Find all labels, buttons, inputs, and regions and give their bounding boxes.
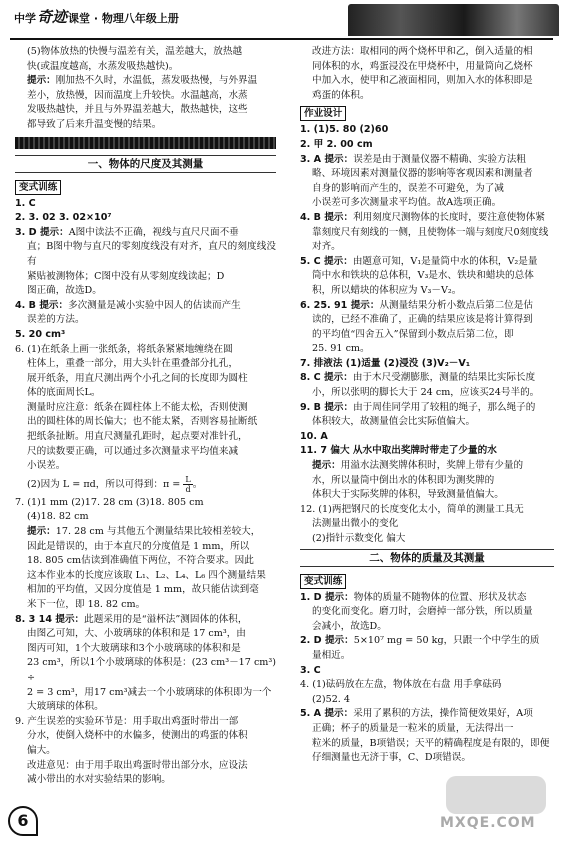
text-line: 略、环境因素对测量仪器的影响等客观因素和测量者 — [312, 168, 533, 180]
answer-line: 2. 甲 2. 00 cm — [300, 138, 373, 150]
text-line: 从测量结果分析小数点后第二位是估 — [379, 299, 533, 311]
hint-label: 提示： — [324, 401, 354, 413]
section-title: 一、物体的尺度及其测量 — [15, 155, 276, 173]
text-line: 读的，已经不准确了，正确的结果应该是将计算得到 — [312, 314, 533, 326]
header-title — [14, 10, 179, 27]
page-header — [0, 0, 563, 40]
text-line: 6. (1)在纸条上画一张纸条，将纸条紧紧地缠绕在圆 — [15, 343, 233, 355]
text-line: 都导致了后来升温变慢的结果。 — [27, 118, 162, 130]
text-line: 快(或温度越高，水蒸发吸热越快)。 — [27, 60, 179, 72]
text-line: 量相近。 — [312, 649, 351, 661]
text-line: 对齐。 — [312, 241, 341, 253]
header-rule — [10, 38, 553, 40]
text-line: 测量时应注意：纸条在圆柱体上不能太松，否则使测 — [27, 401, 248, 413]
answer-number: 5. C — [300, 255, 325, 267]
text-line: 这本作业本的长度应该取 L₁、L₂、L₄、L₆ 四个测量结果 — [27, 569, 266, 581]
answer-line: 5. 20 cm³ — [15, 328, 66, 340]
text-line: (4)18. 82 cm — [27, 511, 89, 523]
text-line: 正确；杯子的质量是一粒米的质量，无法得出一 — [312, 722, 514, 734]
text-line: 相加的平均值，又因分度值是 1 mm，故只能估读到毫 — [27, 584, 259, 596]
text-line: 23 cm³，所以1个小玻璃球的体积是：(23 cm³－17 cm³) ÷ — [27, 657, 276, 683]
text-line: 水，所以量筒中倒出水的体积即为测奖牌的 — [312, 474, 495, 486]
fraction-numerator: L — [185, 474, 191, 484]
text-line: 展开纸条，用直尺测出两个小孔之间的长度即为圆柱 — [27, 372, 248, 384]
text-line: 把纸条扯断。用直尺测量孔距时，起点要对准针孔， — [27, 431, 248, 443]
text-line: 由题意可知，V₁是量筒中水的体积，V₂是量 — [352, 255, 538, 267]
hint-label: 提示： — [27, 526, 56, 538]
section-divider — [15, 137, 276, 149]
hint-label: 提示： — [324, 255, 353, 267]
answer-line: 7. 排液法 (1)适量 (2)浸没 (3)V₂－V₁ — [300, 357, 471, 369]
answer-line: 11. 7 偏大 从水中取出奖牌时带走了少量的水 — [300, 445, 497, 457]
text-line: 小误差。 — [27, 460, 66, 472]
text-line: 粒米的质量，B项错误；天平的精确程度是有限的，即便 — [312, 737, 550, 749]
text-line: 利用刻度尺测物体的长度时，要注意使物体紧 — [353, 211, 545, 223]
text-line: 的变化而变化。磨刀时，会磨掉一部分铁，所以质量 — [312, 606, 533, 618]
section-tag: 变式训练 — [300, 574, 346, 589]
text-line: 由图乙可知，大、小玻璃球的体积和是 17 cm³，由 — [27, 628, 246, 640]
text-line: 改进意见：由于用手取出鸡蛋时带出部分水，应设法 — [27, 759, 248, 771]
hint-label: 提示： — [324, 708, 354, 720]
text-line: 柱体上，重叠一部分，用大头针在重叠部分扎孔， — [27, 358, 239, 370]
watermark-logo-icon — [446, 776, 546, 814]
answer-line: 1. (1)5. 80 (2)60 — [300, 124, 389, 136]
answer-number: 3. A — [300, 153, 325, 165]
text-line: 18. 805 cm估读到准确值下两位，不符合要求。因此 — [27, 555, 254, 567]
text-line: 误差的方法。 — [27, 314, 85, 326]
answer-number: 8. C — [300, 372, 325, 384]
text-line: 多次测量是减小实验中因人的估读而产生 — [68, 299, 241, 311]
hint-label: 提示： — [324, 372, 353, 384]
text-line: 改进方法：取相同的两个烧杯甲和乙，倒入适量的相 — [312, 46, 533, 57]
watermark — [436, 776, 556, 836]
hint-label: 提示： — [55, 613, 85, 625]
formula-fraction — [183, 475, 192, 494]
answer-number: 8. 3 14 — [15, 613, 56, 625]
text-line: 米下一位，即 18. 82 cm。 — [27, 599, 146, 610]
hint-label: 提示： — [324, 211, 354, 223]
hint-label: 提示： — [350, 299, 380, 311]
text-line: A图中读法不正确，视线与直尺尺面不垂 — [68, 226, 239, 238]
header-suffix: 课堂 · 物理八年级上册 — [68, 12, 179, 25]
answer-number: 2. D — [300, 635, 325, 647]
watermark-text: MXQE.COM — [440, 815, 536, 831]
answer-number: 6. 25. 91 — [300, 299, 351, 311]
text-line: 采用了累积的方法，操作简便效果好，A项 — [353, 708, 533, 720]
text-line: 自身的影响而产生的，误差不可避免，为了减 — [312, 182, 504, 194]
page-number: 6 — [8, 806, 38, 836]
text-line: 尺的读数要正确，可以通过多次测量求平均值来减 — [27, 445, 239, 457]
text-line: 中加入水，使甲和乙液面相同，则加入水的体积即是 — [312, 75, 533, 87]
answer-line: 1. C — [15, 197, 36, 209]
text-line: 5×10⁷ mg = 50 kg，只跟一个中学生的质 — [353, 635, 540, 647]
text-line: 筒中水和铁块的总体积，V₃是水、铁块和蜡块的总体 — [312, 270, 534, 282]
text-line: 由于周佳同学用了较粗的绳子，那么绳子的 — [353, 401, 536, 413]
hint-label: 提示： — [324, 591, 354, 603]
text-line: 分水，使倒入烧杯中的水偏多，使测出的鸡蛋的体积 — [27, 730, 248, 742]
text-line: (2)指针示数变化 偏大 — [312, 533, 406, 544]
text-line: 差小，放热慢，因而温度上升较快。水温越高，水蒸 — [27, 89, 248, 101]
text-line: 4. (1)砝码放在左盘，物体放在右盘 用手拿砝码 — [300, 679, 502, 691]
answer-number: 4. B — [15, 299, 40, 311]
text-line: 同体积的水，鸡蛋浸没在甲烧杯中，用量筒向乙烧杯 — [312, 60, 533, 72]
hint-label: 提示： — [27, 75, 56, 87]
header-brand: 奇迹 — [37, 8, 68, 26]
text-line: 小误差可多次测量求平均值。故A选项正确。 — [312, 197, 502, 209]
text-line: 小，所以张明的脚长大于 24 cm，应该买24号半的。 — [312, 387, 540, 399]
answer-line: 10. A — [300, 430, 328, 442]
text-line: 的平均值“四舍五入”保留到小数点后第二位，即 — [312, 328, 514, 340]
text-line: 用溢水法测奖牌体积时，奖牌上带有少量的 — [340, 460, 524, 472]
section-tag: 作业设计 — [300, 106, 346, 121]
answer-number: 9. B — [300, 401, 325, 413]
text-line: 会减小，故选D。 — [312, 620, 387, 632]
right-column — [300, 45, 554, 766]
text-line: 鸡蛋的体积。 — [312, 89, 370, 101]
text-line: 靠刻度尺有刻线的一侧，且使物体一端与刻度尺0刻度线 — [312, 226, 549, 238]
text-line: 大玻璃球的体积。 — [27, 701, 104, 713]
text-line: 体的底面周长L。 — [27, 387, 101, 399]
text-line: 因此是错误的，由于本直尺的分度值是 1 mm，所以 — [27, 540, 250, 552]
text-line: 12. (1)两把钢尺的长度变化太小，简单的测量工具无 — [300, 503, 524, 515]
text-line: (2)52. 4 — [312, 693, 351, 705]
answer-line: 2. 3. 02 3. 02×10⁷ — [15, 212, 112, 224]
left-column — [15, 45, 276, 788]
text-line: 此题采用的是“溢杯法”测固体的体积， — [84, 613, 248, 625]
text-line: 偏大。 — [27, 744, 56, 756]
hint-label: 提示： — [324, 635, 354, 647]
header-decoration — [348, 4, 559, 36]
text-line: 17. 28 cm 与其他五个测量结果比较相差较大， — [55, 526, 261, 538]
hint-label: 提示： — [312, 460, 341, 472]
fraction-denominator: d — [185, 484, 191, 494]
text-line: 物体的质量不随物体的位置、形状及状态 — [353, 591, 527, 603]
text-line: (5)物体放热的快慢与温差有关，温差越大，放热越 — [27, 46, 243, 57]
hint-label: 提示： — [39, 226, 69, 238]
answer-number: 4. B — [300, 211, 325, 223]
text-line: 刚加热不久时，水温低，蒸发吸热慢，与外界温 — [55, 75, 258, 87]
text-line: 2 = 3 cm³，用17 cm³减去一个小玻璃球的体积即为一个 — [27, 686, 272, 698]
text-line: 紧贴被测物体；C图中没有从零刻度线读起；D — [27, 270, 225, 282]
text-line: 图丙可知，1个大玻璃球和3个小玻璃球的体积和是 — [27, 642, 241, 654]
hint-label: 提示： — [39, 299, 69, 311]
text-line: 积，所以蜡块的体积应为 V₃－V₂。 — [312, 284, 462, 296]
text-line: 25. 91 cm。 — [312, 343, 370, 355]
text-line: 体积大于实际奖牌的体积，导致测量值偏大。 — [312, 489, 504, 501]
answer-number: 1. D — [300, 591, 325, 603]
answer-number: 3. D — [15, 226, 40, 238]
text-line: 由于木尺受潮膨胀，测量的结果比实际长度 — [352, 372, 536, 384]
hint-label: 提示： — [324, 153, 354, 165]
text-line: 误差是由于测量仪器不精确、实验方法粗 — [353, 153, 526, 165]
section-tag: 变式训练 — [15, 180, 61, 195]
text-line: 发吸热越快，并且与外界温差越大，散热越快，这些 — [27, 104, 248, 116]
text-line: 7. (1)1 mm (2)17. 28 cm (3)18. 805 cm — [15, 496, 204, 508]
text-line: 直；B图中物与直尺的零刻度线没有对齐，直尺的刻度线没有 — [27, 241, 276, 267]
header-prefix: 中学 — [14, 12, 36, 25]
section-title: 二、物体的质量及其测量 — [300, 549, 554, 567]
answer-number: 5. A — [300, 708, 325, 720]
text-line: 法测量出微小的变化 — [312, 518, 399, 530]
text-line: 。 — [192, 478, 203, 490]
text-line: 仔细测量也无济于事，C、D项错误。 — [312, 752, 471, 764]
text-line: 出的圆柱体的周长偏大；也不能太紧，否则容易扯断纸 — [27, 416, 258, 428]
text-line: 体积较大，故测量值会比实际值偏大。 — [312, 416, 476, 428]
text-line: 减小带出的水对实验结果的影响。 — [27, 774, 171, 786]
answer-line: 3. C — [300, 664, 321, 676]
text-line: (2)因为 L = πd，所以可得到：π = — [27, 478, 184, 490]
text-line: 图正确，故选D。 — [27, 285, 102, 297]
text-line: 9. 产生误差的实验环节是：用手取出鸡蛋时带出一部 — [15, 715, 239, 727]
